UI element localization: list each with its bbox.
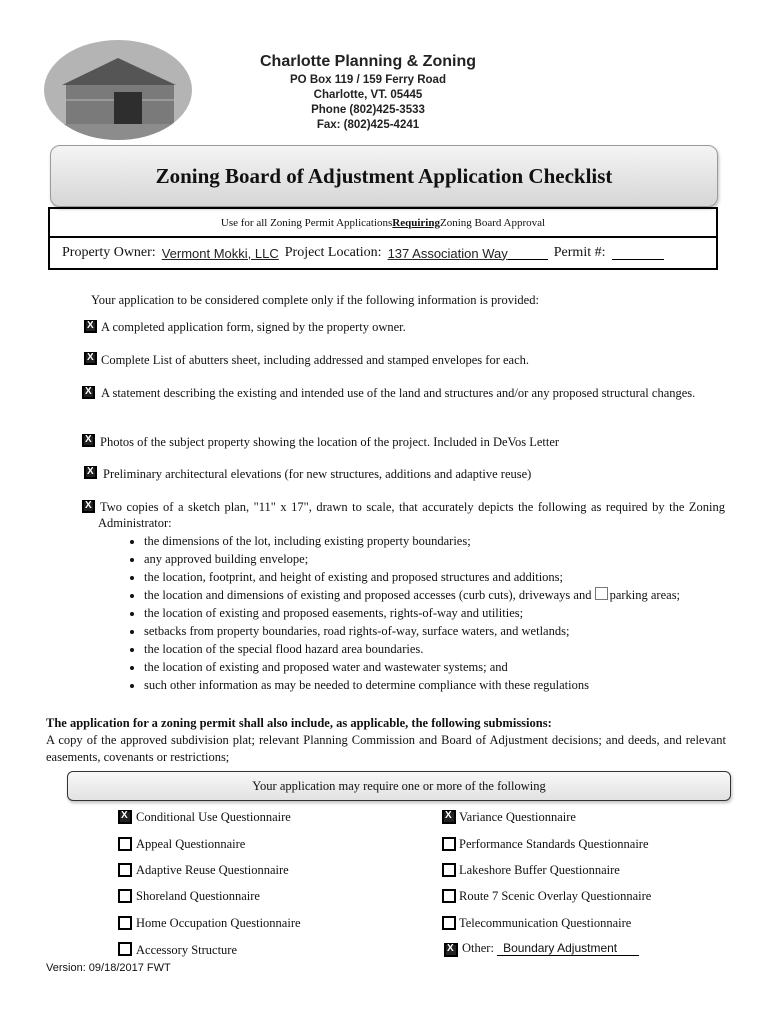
list-item: • such other information as may be needed to determine compliance with these regulations: [144, 676, 764, 694]
list-item: • the location of existing and proposed easements, rights-of-way and utilities;: [144, 604, 764, 622]
use-line-suffix: Zoning Board Approval: [439, 216, 546, 229]
checkbox-telecommunication[interactable]: [442, 916, 456, 930]
checkbox-home-occupation[interactable]: [118, 916, 132, 930]
questionnaire-label: Performance Standards Questionnaire: [459, 837, 649, 851]
submissions-heading: The application for a zoning permit shall also include, as applicable, the following submissions:: [46, 716, 552, 730]
checkbox-route7-scenic[interactable]: [442, 889, 456, 903]
list-item: • the location of the special flood hazard area boundaries.: [144, 640, 764, 658]
location-blank: [508, 247, 548, 260]
use-line-emphasis: Requiring: [392, 216, 440, 229]
org-fax: Fax: (802)425-4241: [316, 119, 420, 131]
checklist-item: A completed application form, signed by the property owner.: [101, 320, 406, 334]
questionnaire-label: Lakeshore Buffer Questionnaire: [459, 863, 620, 877]
checkbox-statement[interactable]: [82, 386, 95, 399]
checklist-item: Photos of the subject property showing the location of the project. Included in DeVos Letter: [100, 435, 560, 449]
require-banner: [67, 771, 731, 801]
questionnaire-label: Conditional Use Questionnaire: [136, 810, 291, 824]
list-item-suffix: parking areas;: [609, 588, 681, 602]
page-title: Zoning Board of Adjustment Application Checklist: [155, 163, 613, 188]
submissions-body: A copy of the approved subdivision plat; relevant Planning Commission and Board of Adjustment decisions; and deeds, and relevant easements, covenants or restrictions;: [46, 733, 726, 764]
org-name: Charlotte Planning & Zoning: [260, 53, 476, 70]
checkbox-appeal[interactable]: [118, 837, 132, 851]
permit-field[interactable]: [612, 247, 664, 260]
intro-text: Your application to be considered complete only if the following information is provided:: [91, 293, 539, 307]
other-field[interactable]: Boundary Adjustment: [497, 941, 639, 956]
checkbox-accessory-structure[interactable]: [118, 942, 132, 956]
checkbox-variance[interactable]: [442, 810, 456, 824]
list-item: • setbacks from property boundaries, road rights-of-way, surface waters, and wetlands;: [144, 622, 764, 640]
grid-icon: [595, 587, 608, 600]
require-banner-text: Your application may require one or more of the following: [252, 778, 546, 793]
checkbox-conditional-use[interactable]: [118, 810, 132, 824]
checkbox-sketch-plan[interactable]: [82, 500, 95, 513]
checkbox-other[interactable]: [444, 943, 458, 957]
questionnaire-label: Route 7 Scenic Overlay Questionnaire: [459, 889, 652, 903]
use-line: [48, 207, 718, 237]
list-item: [144, 586, 764, 604]
list-item: • the location of existing and proposed water and wastewater systems; and: [144, 658, 764, 676]
checkbox-abutters-list[interactable]: [84, 352, 97, 365]
owner-field[interactable]: Vermont Mokki, LLC: [161, 245, 279, 261]
org-address: PO Box 119 / 159 Ferry Road: [290, 74, 446, 86]
checkbox-application-form[interactable]: [84, 320, 97, 333]
list-item-text: the location and dimensions of existing and proposed accesses (curb cuts), driveways and: [144, 588, 595, 602]
title-banner: [50, 145, 718, 207]
questionnaire-label: Accessory Structure: [136, 943, 238, 957]
list-item: • the dimensions of the lot, including existing property boundaries;: [144, 532, 764, 550]
covered-bridge-photo: [44, 40, 192, 140]
use-line-prefix: Use for all Zoning Permit Applications: [220, 216, 393, 229]
checkbox-performance-standards[interactable]: [442, 837, 456, 851]
location-field[interactable]: 137 Association Way: [387, 245, 508, 261]
checkbox-lakeshore-buffer[interactable]: [442, 863, 456, 877]
checklist-item: Two copies of a sketch plan, "11" x 17", drawn to scale, that accurately depicts the following as required by the Zoning Administrator:: [98, 500, 725, 530]
checkbox-elevations[interactable]: [84, 466, 97, 479]
checklist-item: Complete List of abutters sheet, including addressed and stamped envelopes for each.: [101, 353, 529, 367]
other-row: [462, 941, 639, 956]
checklist-item: A statement describing the existing and intended use of the land and structures and/or any proposed structural changes.: [101, 386, 696, 400]
questionnaire-label: Home Occupation Questionnaire: [136, 916, 301, 930]
checkbox-photos[interactable]: [82, 434, 95, 447]
questionnaire-label: Telecommunication Questionnaire: [459, 916, 632, 930]
sketch-plan-list: [108, 532, 764, 694]
org-city: Charlotte, VT. 05445: [313, 89, 423, 101]
location-label: Project Location:: [284, 245, 382, 260]
property-line: [48, 236, 718, 270]
questionnaire-label: Appeal Questionnaire: [136, 837, 246, 851]
checkbox-shoreland[interactable]: [118, 889, 132, 903]
org-phone: Phone (802)425-3533: [311, 104, 425, 116]
questionnaire-label: Shoreland Questionnaire: [136, 889, 260, 903]
list-item: • any approved building envelope;: [144, 550, 764, 568]
questionnaire-label: Adaptive Reuse Questionnaire: [136, 863, 289, 877]
list-item: • the location, footprint, and height of existing and proposed structures and additions;: [144, 568, 764, 586]
checkbox-adaptive-reuse[interactable]: [118, 863, 132, 877]
version-footer: Version: 09/18/2017 FWT: [46, 962, 171, 974]
questionnaire-label: Variance Questionnaire: [459, 810, 576, 824]
owner-label: Property Owner:: [62, 245, 156, 260]
other-label: Other:: [462, 941, 494, 955]
permit-label: Permit #:: [553, 245, 606, 260]
checklist-item: Preliminary architectural elevations (for new structures, additions and adaptive reuse): [103, 467, 532, 481]
